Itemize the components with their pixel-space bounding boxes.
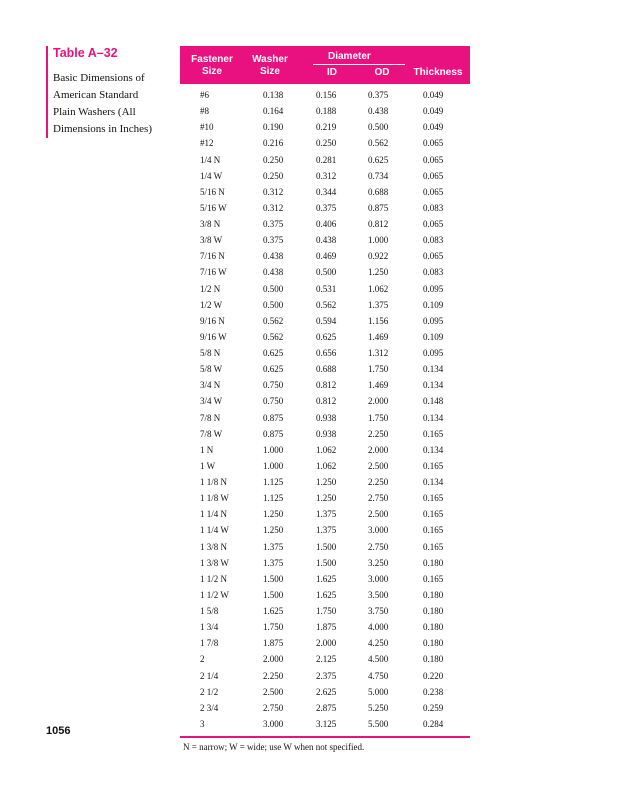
id-cell: 0.531 xyxy=(316,283,337,294)
washer-size-cell: 1.500 xyxy=(263,573,284,584)
table-row xyxy=(180,184,470,200)
id-cell: 0.312 xyxy=(316,170,337,181)
od-cell: 3.500 xyxy=(368,589,389,600)
od-cell: 1.469 xyxy=(368,331,389,342)
table-row xyxy=(180,152,470,168)
id-cell: 0.188 xyxy=(316,106,337,117)
id-cell: 0.594 xyxy=(316,315,337,326)
table-row xyxy=(180,393,470,409)
table-body xyxy=(180,87,470,732)
fastener-size-cell: 3/4 W xyxy=(200,396,223,407)
od-cell: 4.500 xyxy=(368,654,389,665)
caption-line: American Standard xyxy=(53,89,139,101)
fastener-size-cell: 5/8 W xyxy=(200,364,223,375)
thickness-cell: 0.095 xyxy=(423,348,444,358)
thickness-cell: 0.134 xyxy=(423,477,444,487)
washer-size-cell: 0.750 xyxy=(263,396,284,407)
fastener-size-cell: 7/8 W xyxy=(200,428,223,439)
fastener-size-cell: 1/4 N xyxy=(200,154,221,165)
fastener-size-cell: 3/4 N xyxy=(200,380,221,391)
table-row xyxy=(180,410,470,426)
fastener-size-cell: #8 xyxy=(200,106,209,117)
od-cell: 5.500 xyxy=(368,718,389,729)
table-row xyxy=(180,458,470,474)
od-cell: 3.750 xyxy=(368,606,389,616)
table-bottom-rule xyxy=(180,736,470,738)
fastener-size-cell: 1 3/4 xyxy=(200,622,219,633)
id-cell: 2.000 xyxy=(316,638,337,649)
thickness-cell: 0.065 xyxy=(423,170,444,181)
id-cell: 2.125 xyxy=(316,654,337,665)
table-header xyxy=(180,46,470,84)
table-row xyxy=(180,87,470,103)
thickness-cell: 0.180 xyxy=(423,654,444,665)
washer-size-cell: 0.562 xyxy=(263,315,284,326)
washer-size-cell: 1.250 xyxy=(263,509,284,520)
fastener-size-cell: #12 xyxy=(200,138,214,149)
od-cell: 1.062 xyxy=(368,283,389,294)
od-cell: 0.500 xyxy=(368,122,389,133)
id-cell: 1.875 xyxy=(316,622,337,633)
thickness-cell: 0.165 xyxy=(423,525,444,536)
header-od: OD xyxy=(374,67,390,78)
thickness-cell: 0.134 xyxy=(423,412,444,423)
washer-size-cell: 1.000 xyxy=(263,444,284,455)
fastener-size-cell: 1 N xyxy=(200,444,214,455)
table-row xyxy=(180,345,470,361)
od-cell: 1.375 xyxy=(368,299,389,310)
id-cell: 1.375 xyxy=(316,509,337,520)
table-row xyxy=(180,248,470,264)
table-row xyxy=(180,506,470,522)
thickness-cell: 0.165 xyxy=(423,460,444,471)
table-row xyxy=(180,490,470,506)
fastener-size-cell: 7/16 W xyxy=(200,267,227,278)
thickness-cell: 0.180 xyxy=(423,622,444,633)
fastener-size-cell: 7/8 N xyxy=(200,412,221,423)
washer-size-cell: 0.438 xyxy=(263,267,284,278)
washer-size-cell: 0.500 xyxy=(263,283,284,294)
od-cell: 1.000 xyxy=(368,235,389,246)
thickness-cell: 0.165 xyxy=(423,573,444,584)
washer-size-cell: 1.500 xyxy=(263,589,284,600)
id-cell: 0.375 xyxy=(316,202,337,213)
id-cell: 0.281 xyxy=(316,154,337,165)
table-row xyxy=(180,216,470,232)
washer-size-cell: 1.750 xyxy=(263,622,284,633)
fastener-size-cell: 1 3/8 N xyxy=(200,541,227,552)
table-row xyxy=(180,361,470,377)
thickness-cell: 0.165 xyxy=(423,509,444,520)
fastener-size-cell: 5/8 N xyxy=(200,348,221,358)
washer-size-cell: 1.250 xyxy=(263,525,284,536)
od-cell: 1.312 xyxy=(368,348,389,358)
id-cell: 0.625 xyxy=(316,331,337,342)
od-cell: 0.375 xyxy=(368,90,389,100)
washer-size-cell: 0.750 xyxy=(263,380,284,391)
thickness-cell: 0.259 xyxy=(423,702,444,713)
id-cell: 0.219 xyxy=(316,122,337,133)
id-cell: 0.562 xyxy=(316,299,337,310)
od-cell: 1.156 xyxy=(368,315,389,326)
id-cell: 0.812 xyxy=(316,396,337,407)
id-cell: 0.156 xyxy=(316,90,337,100)
id-cell: 1.250 xyxy=(316,493,337,504)
table-row xyxy=(180,571,470,587)
od-cell: 2.500 xyxy=(368,509,389,520)
od-cell: 3.000 xyxy=(368,573,389,584)
fastener-size-cell: 3/8 N xyxy=(200,219,221,229)
od-cell: 5.250 xyxy=(368,702,389,713)
od-cell: 0.688 xyxy=(368,186,389,197)
table-row xyxy=(180,281,470,297)
thickness-cell: 0.180 xyxy=(423,557,444,568)
thickness-cell: 0.065 xyxy=(423,138,444,149)
thickness-cell: 0.134 xyxy=(423,444,444,455)
header-fastener-size: Fastener Size xyxy=(191,54,233,77)
id-cell: 0.469 xyxy=(316,251,337,262)
thickness-cell: 0.065 xyxy=(423,219,444,229)
od-cell: 2.250 xyxy=(368,428,389,439)
fastener-size-cell: #6 xyxy=(200,90,209,100)
thickness-cell: 0.049 xyxy=(423,90,444,100)
od-cell: 0.625 xyxy=(368,154,389,165)
washer-size-cell: 2.500 xyxy=(263,686,284,697)
id-cell: 1.625 xyxy=(316,589,337,600)
washer-size-cell: 0.375 xyxy=(263,219,284,229)
table-row xyxy=(180,603,470,619)
header-diameter: Diameter xyxy=(328,51,371,62)
fastener-size-cell: 1 5/8 xyxy=(200,606,219,616)
od-cell: 2.750 xyxy=(368,541,389,552)
fastener-size-cell: 7/16 N xyxy=(200,251,225,262)
thickness-cell: 0.165 xyxy=(423,541,444,552)
table-row xyxy=(180,716,470,732)
id-cell: 1.500 xyxy=(316,557,337,568)
thickness-cell: 0.134 xyxy=(423,380,444,391)
id-cell: 1.375 xyxy=(316,525,337,536)
thickness-cell: 0.065 xyxy=(423,186,444,197)
thickness-cell: 0.083 xyxy=(423,235,444,246)
table-row xyxy=(180,539,470,555)
fastener-size-cell: 1/4 W xyxy=(200,170,223,181)
table-row xyxy=(180,555,470,571)
table-row xyxy=(180,103,470,119)
washer-size-cell: 0.190 xyxy=(263,122,284,133)
washer-size-cell: 0.216 xyxy=(263,138,284,149)
fastener-size-cell: 9/16 N xyxy=(200,315,225,326)
table-title: Table A–32 xyxy=(53,46,118,60)
od-cell: 4.250 xyxy=(368,638,389,649)
header-washer-size: Washer Size xyxy=(252,54,288,77)
table-row xyxy=(180,200,470,216)
thickness-cell: 0.095 xyxy=(423,315,444,326)
table-row xyxy=(180,684,470,700)
id-cell: 0.812 xyxy=(316,380,337,391)
fastener-size-cell: 1 1/4 W xyxy=(200,525,229,536)
od-cell: 2.000 xyxy=(368,396,389,407)
id-cell: 2.375 xyxy=(316,670,337,681)
washer-size-cell: 1.125 xyxy=(263,493,284,504)
table-row xyxy=(180,619,470,635)
fastener-size-cell: 1 1/8 W xyxy=(200,493,229,504)
washer-table xyxy=(180,46,470,752)
washer-size-cell: 0.375 xyxy=(263,235,284,246)
table-row xyxy=(180,700,470,716)
washer-size-cell: 0.625 xyxy=(263,364,284,375)
id-cell: 0.500 xyxy=(316,267,337,278)
header-thickness: Thickness xyxy=(413,67,463,78)
washer-size-cell: 0.164 xyxy=(263,106,284,117)
id-cell: 0.438 xyxy=(316,235,337,246)
fastener-size-cell: 1 W xyxy=(200,460,216,471)
thickness-cell: 0.148 xyxy=(423,396,444,407)
washer-size-cell: 2.250 xyxy=(263,670,284,681)
table-row xyxy=(180,377,470,393)
fastener-size-cell: #10 xyxy=(200,122,214,133)
od-cell: 1.750 xyxy=(368,364,389,375)
fastener-size-cell: 1/2 N xyxy=(200,283,221,294)
washer-size-cell: 1.375 xyxy=(263,557,284,568)
washer-size-cell: 1.375 xyxy=(263,541,284,552)
thickness-cell: 0.109 xyxy=(423,331,444,342)
od-cell: 0.734 xyxy=(368,170,389,181)
fastener-size-cell: 1 1/2 N xyxy=(200,573,227,584)
page-number: 1056 xyxy=(46,725,71,737)
od-cell: 0.922 xyxy=(368,251,389,262)
thickness-cell: 0.180 xyxy=(423,638,444,649)
id-cell: 1.250 xyxy=(316,477,337,487)
id-cell: 3.125 xyxy=(316,718,337,729)
washer-size-cell: 1.000 xyxy=(263,460,284,471)
od-cell: 0.438 xyxy=(368,106,389,117)
od-cell: 3.000 xyxy=(368,525,389,536)
washer-size-cell: 0.438 xyxy=(263,251,284,262)
washer-size-cell: 0.562 xyxy=(263,331,284,342)
washer-size-cell: 0.250 xyxy=(263,154,284,165)
od-cell: 5.000 xyxy=(368,686,389,697)
table-row xyxy=(180,313,470,329)
table-row xyxy=(180,474,470,490)
thickness-cell: 0.049 xyxy=(423,106,444,117)
thickness-cell: 0.220 xyxy=(423,670,444,681)
od-cell: 0.562 xyxy=(368,138,389,149)
thickness-cell: 0.134 xyxy=(423,364,444,375)
washer-size-cell: 3.000 xyxy=(263,718,284,729)
table-row xyxy=(180,232,470,248)
od-cell: 0.875 xyxy=(368,202,389,213)
thickness-cell: 0.165 xyxy=(423,493,444,504)
id-cell: 0.688 xyxy=(316,364,337,375)
washer-size-cell: 1.625 xyxy=(263,606,284,616)
table-caption xyxy=(53,70,178,138)
od-cell: 1.469 xyxy=(368,380,389,391)
thickness-cell: 0.095 xyxy=(423,283,444,294)
washer-size-cell: 0.875 xyxy=(263,428,284,439)
od-cell: 4.750 xyxy=(368,670,389,681)
table-sidebar xyxy=(46,46,178,138)
id-cell: 1.625 xyxy=(316,573,337,584)
washer-size-cell: 1.125 xyxy=(263,477,284,487)
washer-size-cell: 2.750 xyxy=(263,702,284,713)
table-row xyxy=(180,442,470,458)
id-cell: 1.062 xyxy=(316,460,337,471)
od-cell: 0.812 xyxy=(368,219,389,229)
id-cell: 0.344 xyxy=(316,186,337,197)
table-row xyxy=(180,522,470,538)
fastener-size-cell: 5/16 N xyxy=(200,186,225,197)
fastener-size-cell: 1 7/8 xyxy=(200,638,219,649)
id-cell: 1.750 xyxy=(316,606,337,616)
od-cell: 2.500 xyxy=(368,460,389,471)
thickness-cell: 0.109 xyxy=(423,299,444,310)
id-cell: 0.406 xyxy=(316,219,337,229)
table-footnote: N = narrow; W = wide; use W when not specified. xyxy=(183,742,365,752)
washer-size-cell: 0.250 xyxy=(263,170,284,181)
od-cell: 2.750 xyxy=(368,493,389,504)
fastener-size-cell: 1/2 W xyxy=(200,299,223,310)
thickness-cell: 0.180 xyxy=(423,606,444,616)
washer-size-cell: 1.875 xyxy=(263,638,284,649)
fastener-size-cell: 5/16 W xyxy=(200,202,227,213)
fastener-size-cell: 2 xyxy=(200,654,205,665)
washer-size-cell: 0.875 xyxy=(263,412,284,423)
washer-size-cell: 0.625 xyxy=(263,348,284,358)
table-row xyxy=(180,264,470,280)
table-row xyxy=(180,426,470,442)
thickness-cell: 0.083 xyxy=(423,202,444,213)
table-row xyxy=(180,668,470,684)
table-row xyxy=(180,168,470,184)
thickness-cell: 0.165 xyxy=(423,428,444,439)
fastener-size-cell: 1 1/2 W xyxy=(200,589,229,600)
thickness-cell: 0.083 xyxy=(423,267,444,278)
id-cell: 1.500 xyxy=(316,541,337,552)
header-diameter-rule xyxy=(313,64,405,65)
fastener-size-cell: 9/16 W xyxy=(200,331,227,342)
fastener-size-cell: 3 xyxy=(200,718,205,729)
id-cell: 0.250 xyxy=(316,138,337,149)
table-row xyxy=(180,329,470,345)
table-row xyxy=(180,635,470,651)
fastener-size-cell: 3/8 W xyxy=(200,235,223,246)
id-cell: 0.938 xyxy=(316,412,337,423)
fastener-size-cell: 2 1/2 xyxy=(200,686,219,697)
thickness-cell: 0.180 xyxy=(423,589,444,600)
thickness-cell: 0.049 xyxy=(423,122,444,133)
washer-size-cell: 0.312 xyxy=(263,186,284,197)
fastener-size-cell: 2 1/4 xyxy=(200,670,219,681)
id-cell: 0.938 xyxy=(316,428,337,439)
caption-line: Plain Washers (All xyxy=(53,106,136,118)
caption-line: Basic Dimensions of xyxy=(53,72,145,84)
od-cell: 1.750 xyxy=(368,412,389,423)
thickness-cell: 0.284 xyxy=(423,718,444,729)
table-row xyxy=(180,135,470,151)
id-cell: 0.656 xyxy=(316,348,337,358)
table-row xyxy=(180,297,470,313)
table-row xyxy=(180,651,470,667)
table-row xyxy=(180,119,470,135)
od-cell: 1.250 xyxy=(368,267,389,278)
id-cell: 1.062 xyxy=(316,444,337,455)
od-cell: 3.250 xyxy=(368,557,389,568)
thickness-cell: 0.065 xyxy=(423,154,444,165)
washer-size-cell: 0.138 xyxy=(263,90,284,100)
od-cell: 2.250 xyxy=(368,477,389,487)
washer-size-cell: 0.500 xyxy=(263,299,284,310)
id-cell: 2.875 xyxy=(316,702,337,713)
fastener-size-cell: 2 3/4 xyxy=(200,702,219,713)
od-cell: 2.000 xyxy=(368,444,389,455)
washer-size-cell: 2.000 xyxy=(263,654,284,665)
od-cell: 4.000 xyxy=(368,622,389,633)
fastener-size-cell: 1 1/4 N xyxy=(200,509,227,520)
header-id: ID xyxy=(327,67,337,78)
table-row xyxy=(180,587,470,603)
caption-line: Dimensions in Inches) xyxy=(53,123,152,135)
fastener-size-cell: 1 1/8 N xyxy=(200,477,227,487)
fastener-size-cell: 1 3/8 W xyxy=(200,557,229,568)
thickness-cell: 0.238 xyxy=(423,686,444,697)
id-cell: 2.625 xyxy=(316,686,337,697)
thickness-cell: 0.065 xyxy=(423,251,444,262)
washer-size-cell: 0.312 xyxy=(263,202,284,213)
